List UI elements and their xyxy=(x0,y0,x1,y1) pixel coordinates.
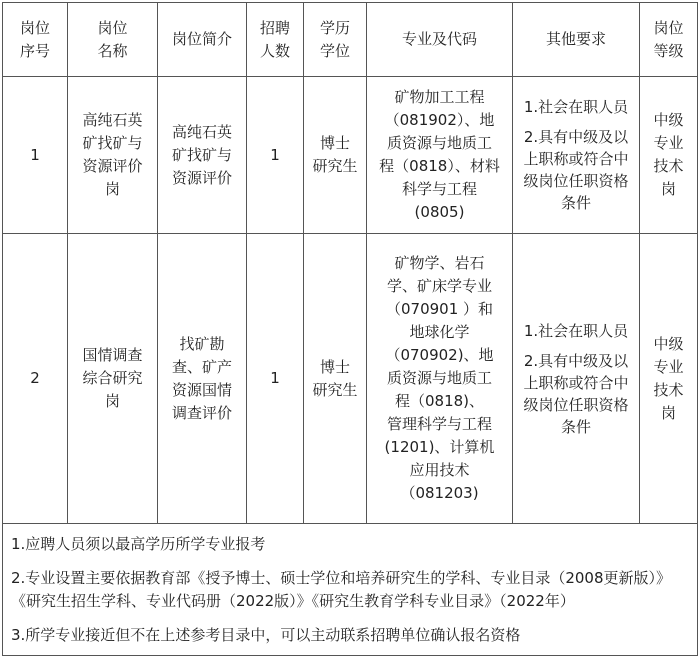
header-count: 招聘 人数 xyxy=(247,3,304,77)
note-item: 2.专业设置主要依据教育部《授予博士、硕士学位和培养研究生的学科、专业目录（2008更新版）》《研究生招生学科、专业代码册（2022版）》《研究生教育学科专业目录》（2022年） xyxy=(11,568,671,610)
note-item: 3.所学专业接近但不在上述参考目录中，可以主动联系招聘单位确认报名资格 xyxy=(11,625,521,644)
row-degree: 博士 研究生 xyxy=(304,234,367,524)
row-name: 高纯石英 矿找矿与 资源评价 岗 xyxy=(68,77,158,234)
row-level: 中级 专业 技术 岗 xyxy=(640,77,698,234)
row-index: 1 xyxy=(3,77,68,234)
table-row xyxy=(3,234,698,524)
row-intro: 找矿勘 查、矿产 资源国情 调查评价 xyxy=(158,234,247,524)
notes-cell xyxy=(3,524,698,656)
row-intro: 高纯石英 矿找矿与 资源评价 xyxy=(158,77,247,234)
row-degree: 博士 研究生 xyxy=(304,77,367,234)
table-header-row xyxy=(3,3,698,77)
row-requirements: 1.社会在职人员 2.具有中级及以 上职称或符合中 级岗位任职资格 条件 xyxy=(513,77,640,234)
row-majors: 矿物学、岩石 学、矿床学专业 （070901 ）和 地球化学 （070902)、地 质资源与地质工 程（0818)、 管理科学与工程 (1201)、计算机 应用技术 （081203) xyxy=(367,234,513,524)
recruitment-table xyxy=(2,2,698,656)
row-index: 2 xyxy=(3,234,68,524)
row-name: 国情调查 综合研究 岗 xyxy=(68,234,158,524)
note-item: 1.应聘人员须以最高学历所学专业报考 xyxy=(11,534,266,553)
header-intro: 岗位简介 xyxy=(158,3,247,77)
row-requirements: 1.社会在职人员 2.具有中级及以 上职称或符合中 级岗位任职资格 条件 xyxy=(513,234,640,524)
row-count: 1 xyxy=(247,77,304,234)
row-majors: 矿物加工工程 （081902）、地 质资源与地质工 程（0818）、材料 科学与工程 (0805) xyxy=(367,77,513,234)
row-count: 1 xyxy=(247,234,304,524)
header-level: 岗位 等级 xyxy=(640,3,698,77)
row-level: 中级 专业 技术 岗 xyxy=(640,234,698,524)
header-name: 岗位 名称 xyxy=(68,3,158,77)
notes-row xyxy=(3,524,698,656)
header-requirements: 其他要求 xyxy=(513,3,640,77)
header-degree: 学历 学位 xyxy=(304,3,367,77)
table-row xyxy=(3,77,698,234)
header-index: 岗位 序号 xyxy=(3,3,68,77)
header-majors: 专业及代码 xyxy=(367,3,513,77)
